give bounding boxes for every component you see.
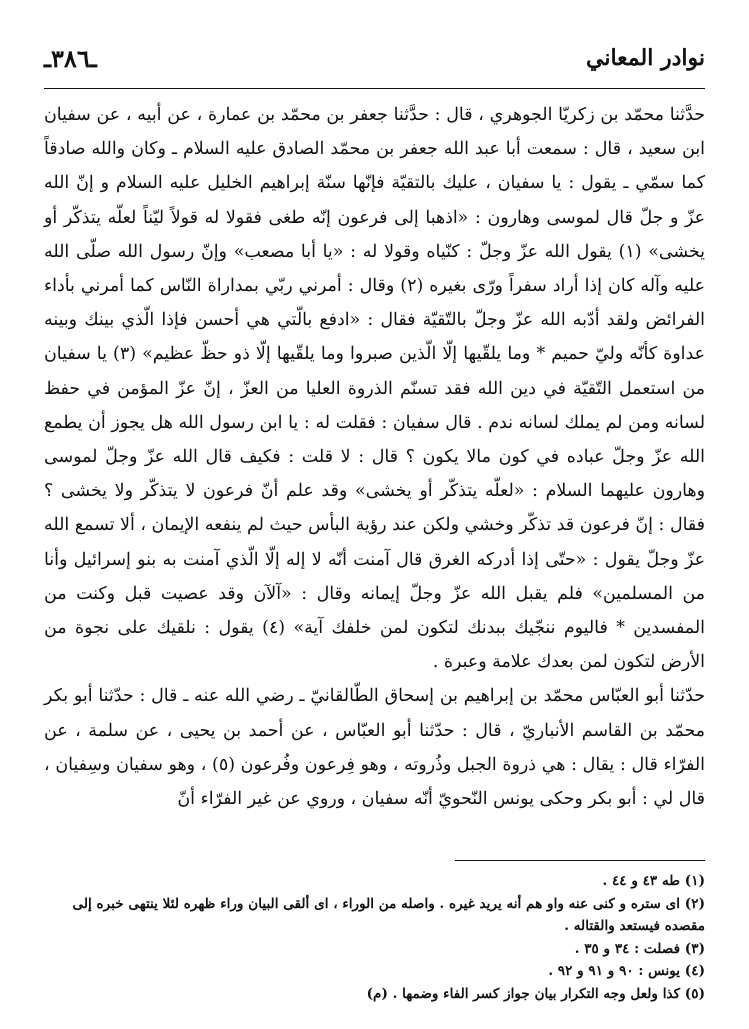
footnote: (١) طه ٤٣ و ٤٤ . [602,873,705,889]
main-text [44,98,705,848]
footnote: (٣) فصلت : ٣٤ و ٣٥ . [574,940,705,957]
footnote: (٢) اى ستره و كنى عنه واو هم أنه يريد غيره . واصله من الوراء ، اى ألقى البيان وراء ظهره لئلا ينتهى خبره إلى مقصده فيستعد والقتاله . [72,895,705,934]
paragraph: حدَّثنا محمّد بن زكريّا الجوهري ، قال : حدَّثنا جعفر بن محمّد بن عمارة ، عن أبيه ، عن سفيان ابن سعيد ، قال : سمعت أبا عبد الله جعفر بن محمّد الصادق عليه السلام ـ وكان والله صادقاً كما سمّي ـ يقول : يا سفيان ، عليك بالتقيّة فإنّها سنّة إبراهيم الخليل عليه السلام و إنّ الله عزّ و جلّ قال لموسى وهارون : «اذهبا إلى فرعون إنّه طغى فقولا له قولاً ليّناً لعلّه يتذكّر أو يخشى» (١) يقول الله عزّ وجلّ : كنّياه وقولا له : «يا أبا مصعب» وإنّ رسول الله صلّى الله عليه وآله كان إذا أراد سفراً ورّى بغيره (٢) وقال : أمرني ربّي بمداراة النّاس كما أمرني بأداء الفرائض ولقد أدّبه الله عزّ وجلّ بالتّقيّة فقال : «ادفع بالّتي هي أحسن فإذا الّذي بينك وبينه عداوة كأنّه وليّ حميم * وما يلقّيها إلّا الّذين صبروا وما يلقّيها إلّا ذو حظّ عظيم» (٣) يا سفيان من استعمل التّقيّة في دين الله فقد تسنّم الذروة العليا من العزّ ، إنّ عزّ المؤمن في حفظ لسانه ومن لم يملك لسانه ندم . قال سفيان : فقلت له : يا ابن رسول الله هل يجوز أن يطمع الله عزّ وجلّ عباده في كون مالا يكون ؟ قال : لا قلت : فكيف قال الله عزّ وجلّ لموسى وهارون عليهما السلام : «لعلّه يتذكّر أو يخشى» وقد علم أنّ فرعون لا يتذكّر ولا يخشى ؟ فقال : إنّ فرعون قد تذكّر وخشي ولكن عند رؤية البأس حيث لم ينفعه الإيمان ، ألا تسمع الله عزّ وجلّ يقول : «حتّى إذا أدركه الغرق قال آمنت أنّه لا إله إلّا الّذي آمنت به بنو إسرائيل وأنا من المسلمين» فلم يقبل الله عزّ وجلّ إيمانه وقال : «آلآن وقد عصيت قبل وكنت من المفسدين * فاليوم ننجّيك ببدنك لتكون لمن خلفك آية» (٤) يقول : نلقيك على نجوة من الأرض لتكون لمن بعدك علامة وعبرة . [44,105,706,673]
page-number: ـ٣٨٦ـ [44,43,97,73]
paragraph: حدّثنا أبو العبّاس محمّد بن إبراهيم بن إسحاق الطّالقانيّ ـ رضي الله عنه ـ قال : حدّثنا أبو بكر محمّد بن القاسم الأنباريّ ، قال : حدّثنا أبو العبّاس ، عن أحمد بن يحيى ، عن سلمة ، عن الفرّاء قال : يقال : هي ذروة الجبل وذُروته ، وهو فِرعون وفُرعون (٥) ، وهو سفيان وسِفيان ، قال لي : أبو بكر وحكى يونس النّحويّ أنّه سفيان ، وروي عن غير الفرّاء أنّ [44,686,705,810]
footnote: (٥) كذا ولعل وجه التكرار بيان جواز كسر الفاء وضمها . (م) [366,985,705,1002]
footnote-divider [455,860,705,861]
book-title: نوادر المعاني [586,45,705,71]
page-header [44,28,705,89]
footnotes [44,870,705,1005]
footnote: (٤) يونس : ٩٠ و ٩١ و ٩٢ . [548,963,705,979]
